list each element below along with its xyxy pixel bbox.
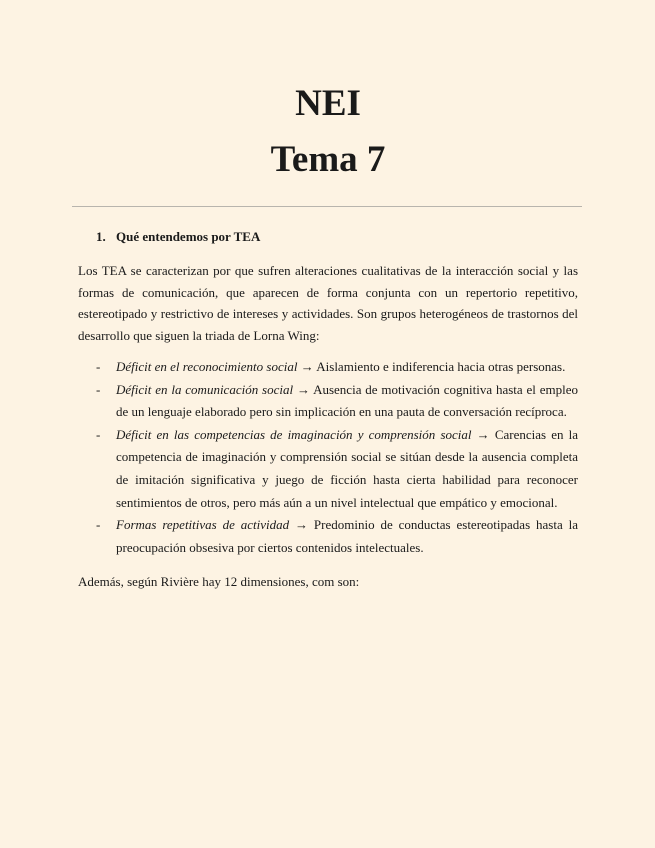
bullet-list	[78, 356, 578, 559]
intro-paragraph: Los TEA se caracterizan por que sufren alteraciones cualitativas de la interacción social y las formas de comunicación, que aparecen de forma conjunta con un repertorio repetitivo, estereotipado y restrictivo de intereses y actividades. Son grupos heterogéneos de trastornos del desarrollo que siguen la triada de Lorna Wing:	[78, 263, 578, 343]
bullet-text: Ausencia de motivación cognitiva hasta el empleo de un lenguaje elaborado pero sin implicación en una pauta de conversación recíproca.	[116, 381, 579, 420]
bullet-term: Déficit en el reconocimiento social	[116, 359, 298, 374]
list-item	[78, 424, 578, 514]
closing-paragraph: Además, según Rivière hay 12 dimensiones, com son:	[78, 574, 360, 590]
bullet-dash: -	[96, 381, 101, 397]
arrow-glyph: →	[476, 426, 490, 442]
arrow-glyph: →	[300, 359, 314, 374]
bullet-term: Déficit en la comunicación social	[116, 381, 294, 397]
bullet-term: Formas repetitivas de actividad	[116, 517, 290, 533]
section-heading-text: Qué entendemos por TEA	[116, 229, 261, 244]
document-title: NEI	[295, 83, 361, 124]
arrow-glyph: →	[296, 381, 310, 397]
bullet-dash: -	[96, 517, 101, 533]
bullet-text: Carencias en la competencia de imaginación y comprensión social se sitúan desde la ausencia completa de imitación significativa y juego de ficción hasta cierta habilidad para reconocer sentimientos de otros, pero más aún a un nivel intelectual que empático y emocional.	[116, 426, 579, 510]
bullet-dash: -	[96, 426, 101, 442]
bullet-term: Déficit en las competencias de imaginación y comprensión social	[116, 426, 472, 442]
horizontal-divider	[72, 206, 582, 207]
document-subtitle: Tema 7	[270, 139, 386, 180]
section-number: 1.	[96, 229, 106, 244]
list-item	[78, 356, 578, 379]
list-item	[78, 514, 578, 559]
bullet-text: Aislamiento e indiferencia hacia otras personas.	[316, 359, 566, 374]
arrow-glyph: →	[295, 517, 309, 533]
section-heading	[96, 228, 578, 246]
bullet-text: Predominio de conductas estereotipadas hasta la preocupación obsesiva por ciertos contenidos intelectuales.	[116, 517, 578, 555]
bullet-dash: -	[96, 359, 101, 374]
list-item	[78, 379, 578, 424]
